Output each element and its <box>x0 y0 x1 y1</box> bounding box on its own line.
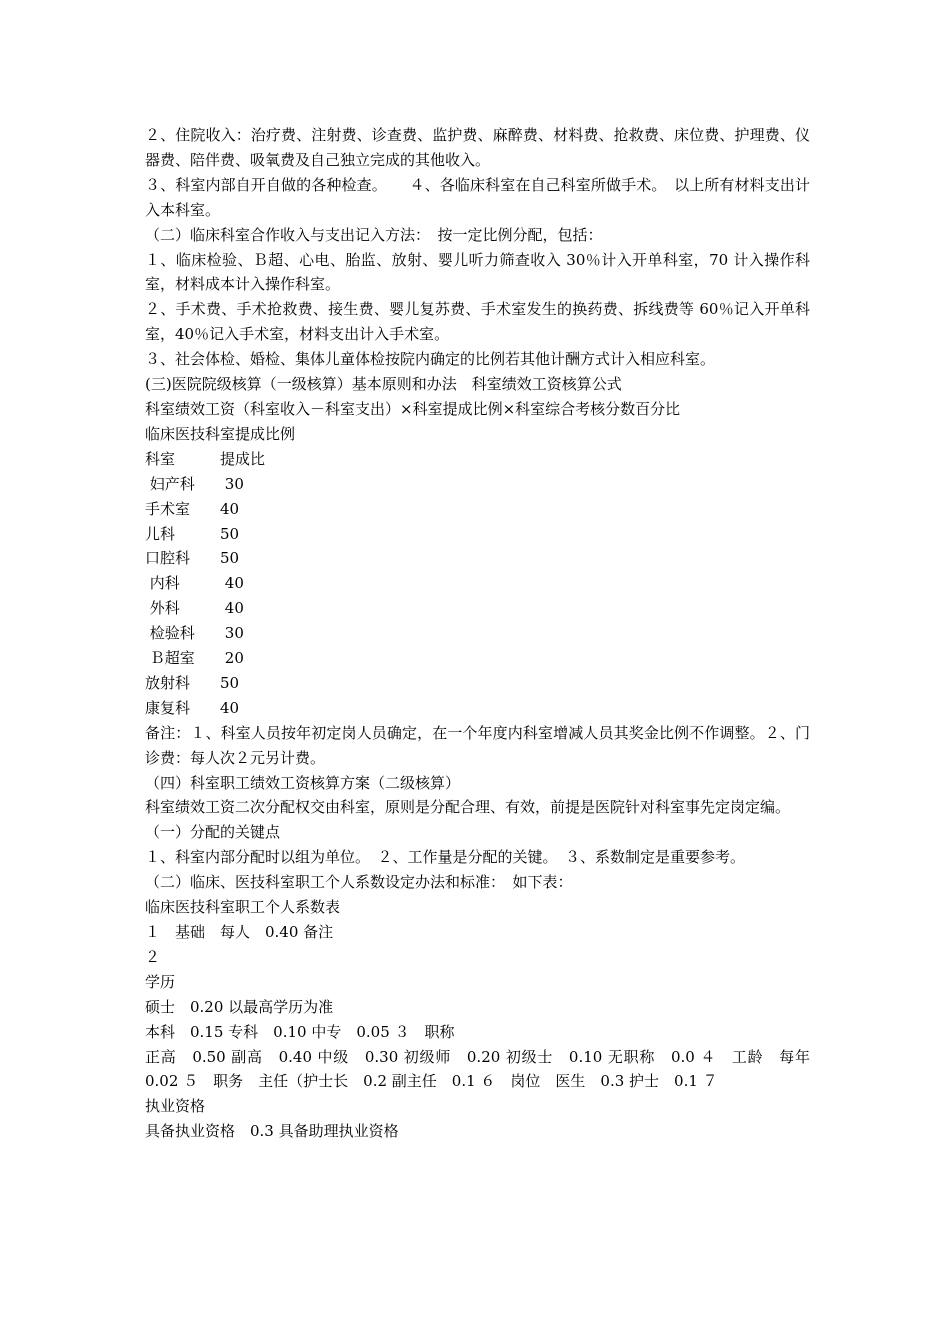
document-body <box>145 123 826 1144</box>
table-title-coefficients: 临床医技科室职工个人系数表 <box>145 898 341 917</box>
paragraph-internal-exams: ３、科室内部自开自做的各种检查。 ４、各临床科室在自己科室所做手术。 以上所有材料支出计入本科室。 <box>145 175 810 219</box>
paragraph-inpatient-income: ２、住院收入：治疗费、注射费、诊查费、监护费、麻醉费、材料费、抢救费、床位费、护理费、仪器费、陪伴费、吸氧费及自己独立完成的其他收入。 <box>145 126 810 169</box>
formula-line: 科室绩效工资（科室收入－科室支出）×科室提成比例×科室综合考核分数百分比 <box>145 399 681 418</box>
table-title-ratio: 临床医技科室提成比例 <box>145 424 296 443</box>
paragraph-key-points: １、科室内部分配时以组为单位。 ２、工作量是分配的关键。 ３、系数制定是重要参考。 <box>145 848 746 867</box>
paragraph-secondary-distribution: 科室绩效工资二次分配权交由科室，原则是分配合理、有效，前提是医院针对科室事先定岗定编。 <box>145 798 791 817</box>
table-row: 放射科 50 <box>145 673 240 692</box>
table-row: 内科 40 <box>145 574 244 593</box>
table-header-row: 科室 提成比 <box>145 449 266 468</box>
table-row: 儿科 50 <box>145 524 240 543</box>
paragraph-checkup-split: ３、社会体检、婚检、集体儿童体检按院内确定的比例若其他计酬方式计入相应科室。 <box>145 350 716 369</box>
table-row: 手术室 40 <box>145 499 240 518</box>
coefficient-row: 执业资格 <box>145 1097 206 1116</box>
table-row: 康复科 40 <box>145 698 240 717</box>
heading-key-points: （一）分配的关键点 <box>145 823 281 842</box>
heading-staff-accounting: （四）科室职工绩效工资核算方案（二级核算） <box>145 773 461 792</box>
coefficient-row: 具备执业资格 0.3 具备助理执业资格 <box>145 1122 399 1141</box>
table-row: 妇产科 30 <box>145 474 244 493</box>
heading-coefficient-method: （二）临床、医技科室职工个人系数设定办法和标准： 如下表： <box>145 873 573 892</box>
coefficient-row: ２ <box>145 947 161 966</box>
paragraph-remarks: 备注：１、科室人员按年初定岗人员确定，在一个年度内科室增减人员其奖金比例不作调整。２、门诊费：每人次２元另计费。 <box>145 723 810 767</box>
coefficient-row: 硕士 0.20 以最高学历为准 <box>145 997 334 1016</box>
paragraph-lab-split: １、临床检验、Ｂ超、心电、胎监、放射、婴儿听力筛查收入 30％计入开单科室，70 计入操作科室，材料成本计入操作科室。 <box>145 250 810 294</box>
table-row: 口腔科 50 <box>145 549 240 568</box>
coefficient-row: 学历 <box>145 972 176 991</box>
table-row: 检验科 30 <box>145 624 244 643</box>
paragraph-surgery-split: ２、手术费、手术抢救费、接生费、婴儿复苏费、手术室发生的换药费、拆线费等 60％记入开单科室，40％记入手术室，材料支出计入手术室。 <box>145 300 810 344</box>
coefficient-row: 本科 0.15 专科 0.10 中专 0.05 ３ 职称 <box>145 1022 455 1041</box>
table-row: 外科 40 <box>145 599 244 618</box>
coefficient-row: １ 基础 每人 0.40 备注 <box>145 923 334 941</box>
coefficient-row: 正高 0.50 副高 0.40 中级 0.30 初级师 0.20 初级士 0.10 无职称 0.0 ４ 工龄 每年 0.02 ５ 职务 主任（护士长 0.2 副主任 0.1 ６ 岗位 医生 0.3 护士 0.1 ７ <box>145 1047 826 1091</box>
heading-cooperation-income: （二）临床科室合作收入与支出记入方法： 按一定比例分配，包括： <box>145 225 603 244</box>
table-row: Ｂ超室 20 <box>145 649 244 668</box>
heading-hospital-accounting: (三)医院院级核算（一级核算）基本原则和办法 科室绩效工资核算公式 <box>145 375 622 394</box>
